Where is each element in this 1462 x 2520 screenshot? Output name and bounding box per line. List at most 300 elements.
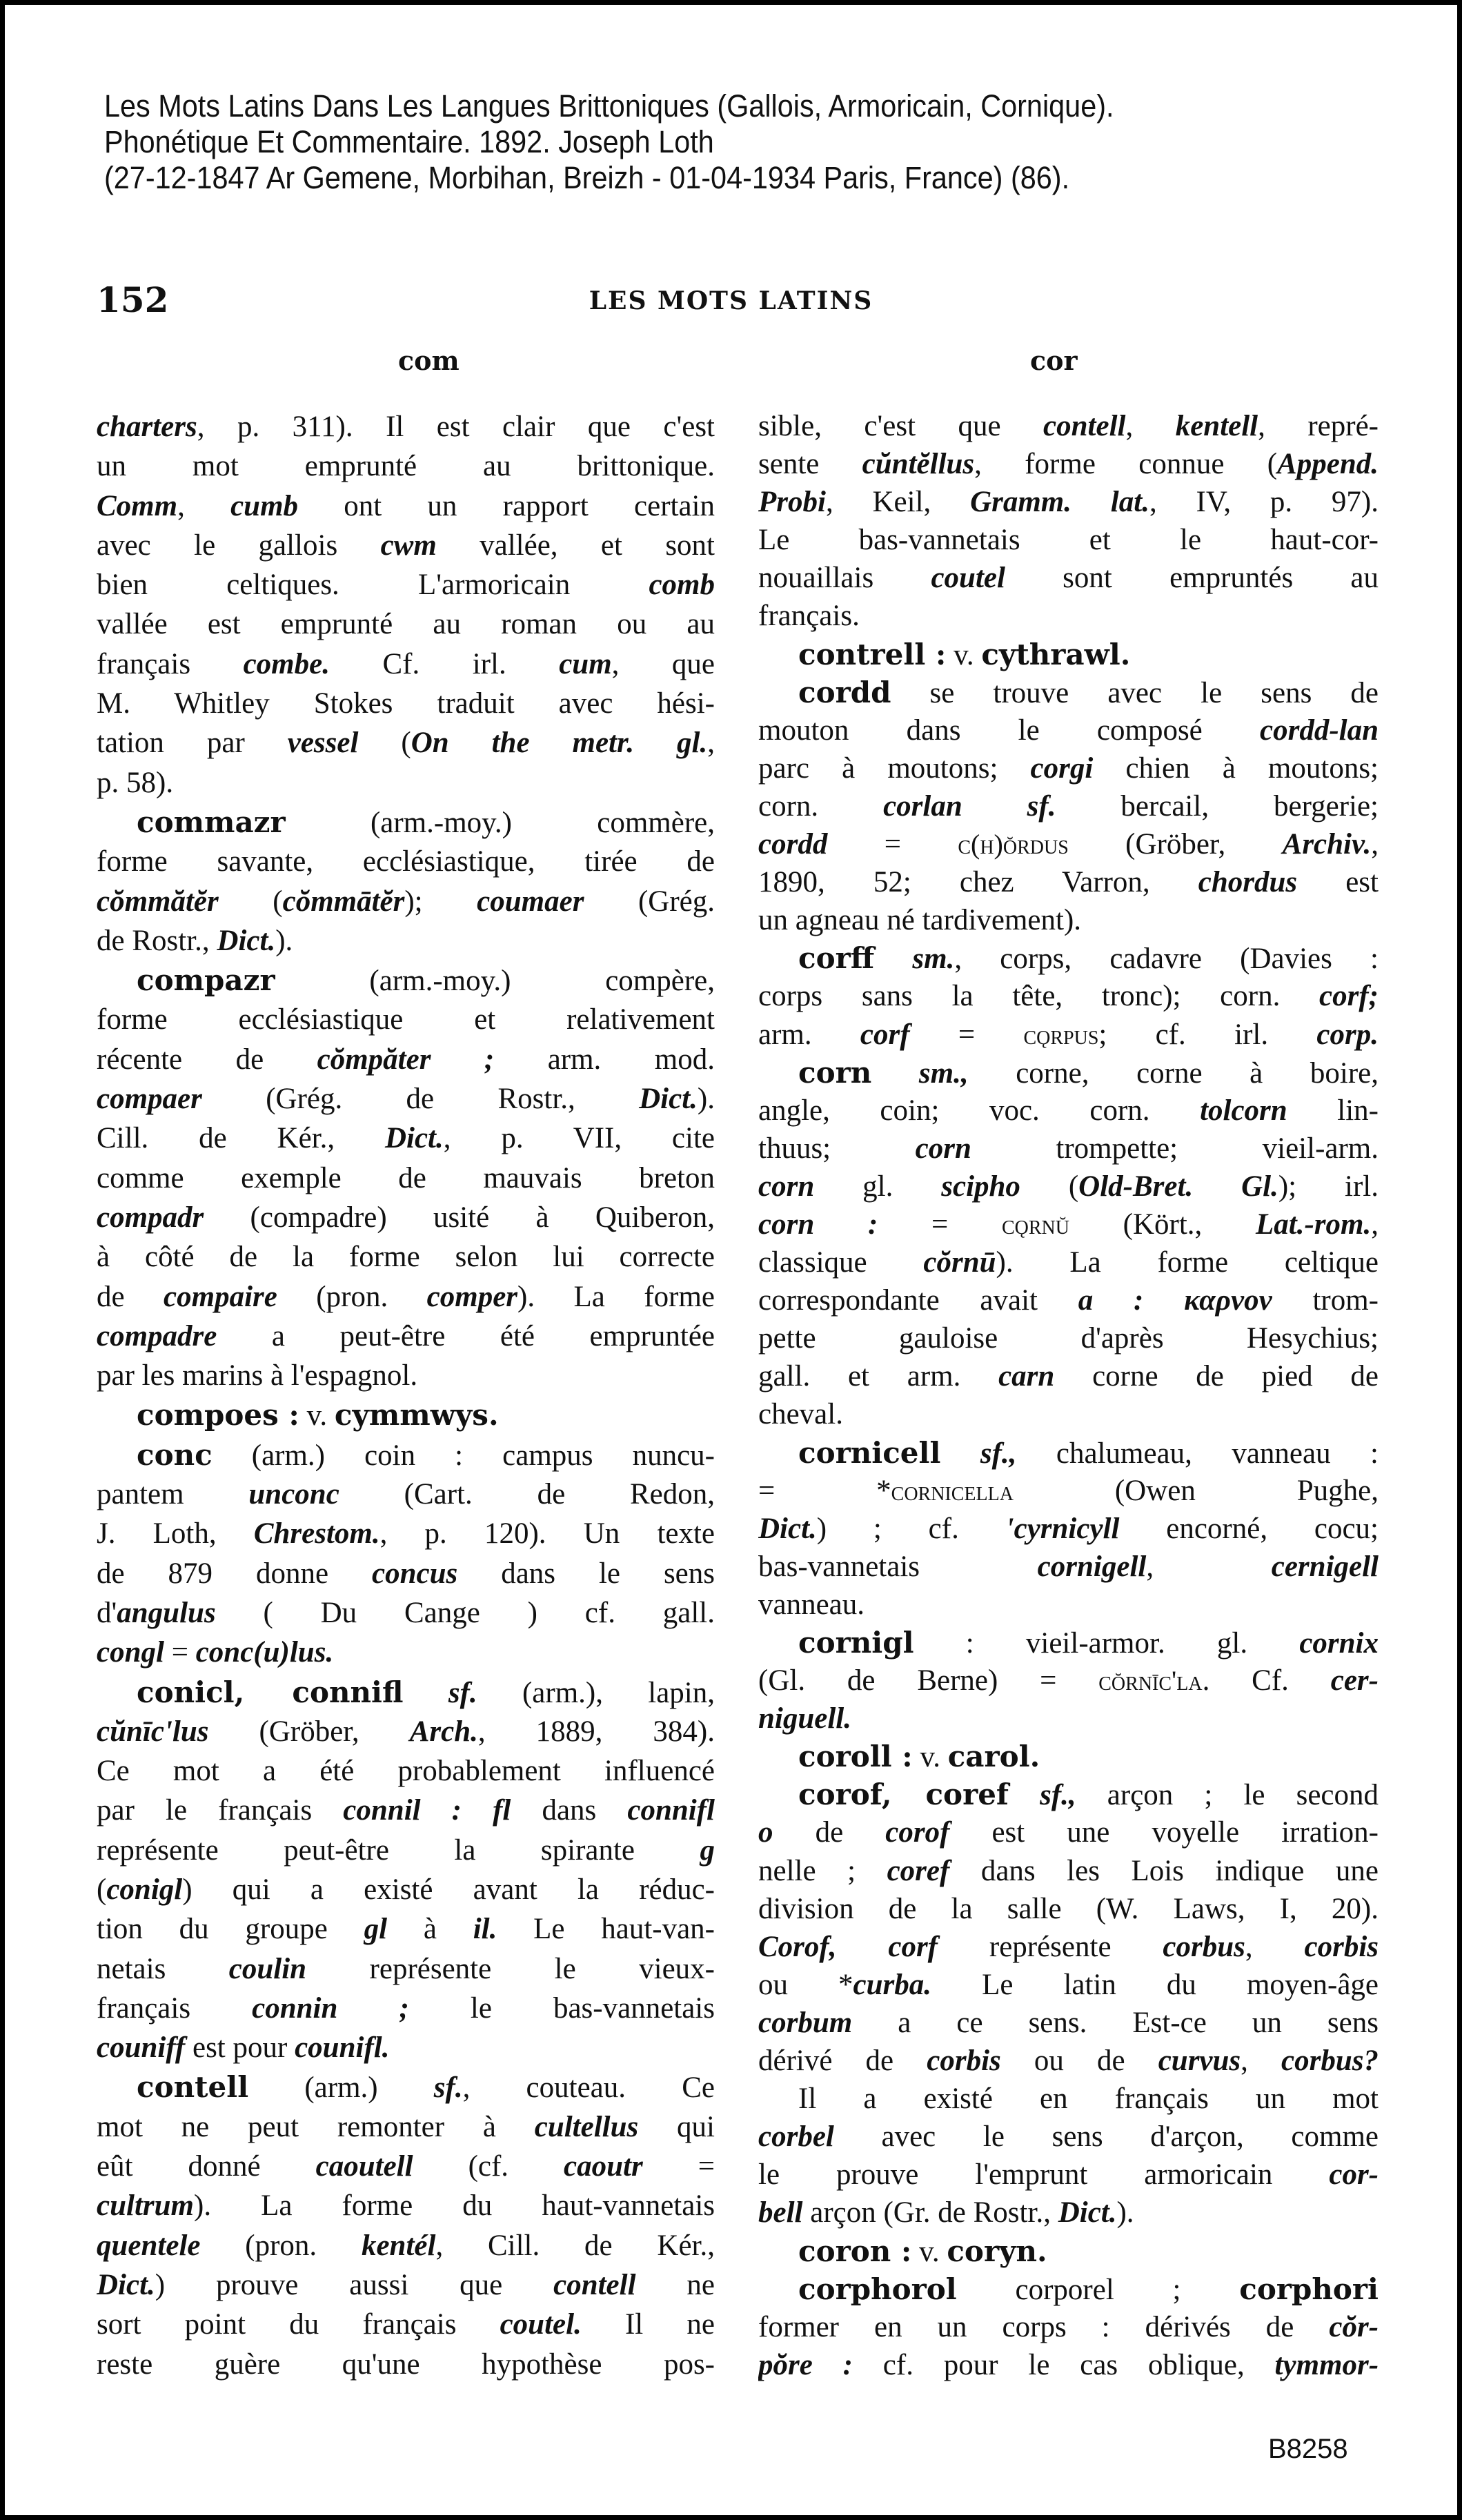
text-line (758, 1624, 1379, 1662)
text-run: dans les Lois indique une (949, 1854, 1379, 1887)
text-line (758, 2004, 1379, 2042)
text-run: à côté de la forme selon lui correcte (97, 1241, 715, 1274)
text-line (97, 1949, 715, 1989)
italic-term: cŭntĕllus (862, 448, 975, 481)
text-run: , couteau. Ce (462, 2071, 715, 2105)
text-run: p. 58). (97, 766, 174, 799)
text-line (758, 1357, 1379, 1395)
latin-etymon: cŏrnīc'la (1098, 1665, 1203, 1697)
italic-term: carn (998, 1360, 1055, 1393)
latin-etymon: cornicella (891, 1475, 1014, 1506)
italic-term: contell (1043, 410, 1126, 442)
text-run: Cf. irl. (329, 647, 560, 680)
text-run: gl. (814, 1170, 942, 1203)
text-line (758, 1472, 1379, 1510)
text-run: forme ecclésiastique et relativement (97, 1003, 715, 1036)
text-run: , (1146, 1550, 1272, 1583)
text-run: Ce mot a été probablement influencé (97, 1755, 715, 1788)
italic-term: cwm (380, 529, 437, 562)
text-run: ). (697, 1083, 715, 1116)
text-run: ( (97, 1873, 107, 1906)
italic-term: kentell (1175, 410, 1258, 442)
text-run: , Cill. de Kér., (435, 2229, 715, 2262)
text-run: ( Du Cange ) cf. gall. (215, 1596, 715, 1629)
text-run: v. (299, 1399, 335, 1433)
italic-term: unconc (248, 1478, 339, 1511)
italic-term: kentél (361, 2229, 436, 2262)
text-run: , (177, 489, 231, 522)
text-line (758, 863, 1379, 901)
text-run: thuus; (758, 1132, 916, 1165)
text-run: . Cf. (1202, 1664, 1331, 1697)
italic-term: coutel. (500, 2308, 582, 2341)
text-run: est une voyelle irration- (949, 1816, 1379, 1849)
italic-term: o (758, 1816, 773, 1849)
text-run: ne (635, 2268, 715, 2301)
text-run: (Gröber, (208, 1715, 410, 1748)
italic-term: conigl (106, 1873, 183, 1906)
text-run: de 879 donne (97, 1557, 373, 1590)
text-run: gall. et arm. (758, 1360, 999, 1393)
text-run: représente (938, 1930, 1163, 1963)
text-run: représente le vieux- (306, 1952, 715, 1985)
text-run: bas-vannetais (758, 1550, 1038, 1583)
text-line (97, 1435, 715, 1475)
text-line (758, 1092, 1379, 1130)
italic-term: pŏre : (758, 2348, 853, 2381)
italic-term: bell (758, 2196, 803, 2229)
italic-term: cer- (1330, 1664, 1379, 1697)
text-run: dans (511, 1794, 628, 1827)
text-run: , IV, p. 97). (1149, 486, 1379, 519)
text-run: v. (912, 1741, 948, 1774)
text-line (97, 961, 715, 1000)
text-run: , (1371, 1208, 1379, 1241)
headword: corn (798, 1055, 872, 1090)
italic-term: corbus (1163, 1930, 1245, 1963)
text-run: comme exemple de mauvais breton (97, 1161, 715, 1194)
text-line (97, 882, 715, 921)
headword: cymmwys. (334, 1398, 499, 1433)
text-line (97, 446, 715, 486)
text-line (758, 977, 1379, 1015)
metadata-line: (27-12-1847 Ar Gemene, Morbihan, Breizh - 01-04-1934 Paris, France) (86). (104, 160, 1070, 195)
text-run: (arm.) (248, 2071, 434, 2105)
headword: carol. (947, 1740, 1040, 1774)
italic-term: cŏmmātĕr (282, 885, 405, 918)
text-line (758, 1281, 1379, 1319)
italic-term: corbus? (1281, 2045, 1379, 2078)
text-line (97, 1237, 715, 1277)
text-line (758, 1130, 1379, 1168)
text-run: = (909, 1018, 1024, 1051)
latin-etymon: c(h)ŏrdus (958, 829, 1069, 860)
text-run: bien celtiques. L'armoricain (97, 569, 649, 602)
text-run: (arm.), lapin, (477, 1676, 715, 1709)
italic-term: compadr (97, 1201, 204, 1234)
text-line (758, 1738, 1379, 1775)
text-line (97, 1119, 715, 1158)
text-line (97, 842, 715, 881)
italic-term: comb (649, 569, 715, 602)
text-run: v. (946, 638, 982, 671)
text-run: ) ; cf. (816, 1512, 1006, 1545)
text-line (97, 2186, 715, 2225)
italic-term: couniff (97, 2031, 186, 2065)
text-line (758, 597, 1379, 635)
text-run: ) qui a existé avant la réduc- (182, 1873, 715, 1906)
text-run: ( (358, 727, 411, 760)
headword: cythrawl. (981, 637, 1131, 671)
italic-term: 'cyrnicyll (1005, 1512, 1120, 1545)
text-run: ). La forme du haut-vannetais (194, 2189, 715, 2223)
text-line (758, 2232, 1379, 2270)
italic-term: Chrestom. (253, 1517, 380, 1551)
text-run: , forme connue ( (974, 448, 1278, 481)
text-line (97, 921, 715, 961)
italic-term: scipho (941, 1170, 1020, 1203)
italic-term: combe. (243, 647, 330, 680)
latin-etymon: cǫrpus (1023, 1018, 1099, 1050)
text-run: arm. mod. (494, 1043, 715, 1076)
text-line (758, 445, 1379, 483)
italic-term: corbis (927, 2045, 1001, 2078)
italic-term: sf., (980, 1437, 1017, 1470)
text-line (758, 2156, 1379, 2194)
text-run: français (97, 1991, 253, 2025)
italic-term: καρνον (1184, 1284, 1272, 1317)
text-run: se trouve avec le sens de (891, 676, 1379, 709)
headword: coron : (798, 2234, 912, 2268)
italic-term: cornix (1299, 1627, 1379, 1660)
text-line (97, 1277, 715, 1317)
text-run: trom- (1272, 1284, 1379, 1317)
text-run: ). (275, 924, 293, 957)
text-line (758, 1966, 1379, 2004)
italic-term: curba. (853, 1968, 932, 2001)
headword: corphori (1239, 2272, 1379, 2306)
text-run: (Grég. (584, 885, 715, 918)
text-run: corps sans la tête, tronc); corn. (758, 980, 1320, 1013)
italic-term: cŏr- (1329, 2310, 1379, 2343)
text-run: eût donné (97, 2150, 316, 2183)
text-run: de (773, 1816, 886, 1849)
italic-term: congl (97, 1636, 164, 1669)
italic-term: corbel (758, 2120, 834, 2154)
headword: coroll : (798, 1740, 913, 1774)
headword: commazr (137, 805, 286, 839)
left-text-column (97, 407, 715, 2384)
text-line (97, 1475, 715, 1514)
text-line (758, 1928, 1379, 1966)
text-run: mouton dans le composé (758, 713, 1260, 747)
text-run: , que (611, 647, 715, 680)
text-run: , (1241, 2045, 1282, 2078)
text-line (758, 787, 1379, 825)
text-line (97, 1356, 715, 1395)
italic-term: Dict. (384, 1122, 444, 1155)
text-line (97, 2305, 715, 2344)
italic-term: charters (97, 411, 197, 443)
text-line (97, 1000, 715, 1039)
italic-term: Gramm. lat. (970, 486, 1149, 519)
text-run: , p. 311). Il est clair que c'est (197, 411, 715, 443)
text-line (758, 559, 1379, 597)
text-line (97, 486, 715, 526)
text-line (758, 1205, 1379, 1243)
text-run: , (707, 727, 715, 760)
italic-term: vessel (287, 727, 359, 760)
italic-term: On the metr. gl. (411, 727, 708, 760)
text-line (758, 2346, 1379, 2384)
text-run: reste guère qu'une hypothèse pos- (97, 2347, 715, 2381)
text-line (97, 1831, 715, 1870)
text-line (97, 2345, 715, 2384)
text-run (871, 1057, 919, 1090)
metadata-line: Phonétique Et Commentaire. 1892. Joseph Loth (104, 124, 714, 159)
text-line (97, 803, 715, 842)
italic-term: Dict. (758, 1512, 817, 1545)
text-run: (Gröber, (1068, 828, 1283, 861)
text-run: , repré- (1258, 410, 1379, 442)
text-line (758, 1016, 1379, 1054)
headword: corof, coref (798, 1778, 1009, 1812)
text-run: avec le sens d'arçon, comme (833, 2120, 1379, 2154)
text-line (758, 749, 1379, 787)
italic-term: Dict. (1058, 2196, 1117, 2229)
text-line (758, 636, 1379, 673)
text-line (97, 1870, 715, 1909)
text-line (97, 2067, 715, 2107)
metadata-line: Les Mots Latins Dans Les Langues Brittoniques (Gallois, Armoricain, Cornique). (104, 88, 1114, 124)
italic-term: connin ; (252, 1991, 409, 2025)
italic-term: cultellus (534, 2110, 639, 2143)
text-run: M. Whitley Stokes traduit avec hési- (97, 687, 715, 720)
text-run: ); irl. (1278, 1170, 1379, 1203)
text-line (758, 1510, 1379, 1548)
text-run: le prouve l'emprunt armoricain (758, 2158, 1330, 2192)
text-run: (pron. (277, 1280, 427, 1313)
italic-term: coulin (228, 1952, 307, 1985)
text-run: corne, corne à boire, (968, 1056, 1379, 1090)
italic-term: angulus (117, 1596, 216, 1629)
text-run: (Kört., (1069, 1208, 1256, 1241)
italic-term: sf., (1040, 1779, 1076, 1812)
italic-term: Corof, corf (758, 1930, 938, 1963)
italic-term: connifl (627, 1794, 715, 1827)
text-run: sont empruntés au (1005, 562, 1379, 595)
italic-term: quentele (97, 2229, 201, 2262)
text-line (758, 1434, 1379, 1472)
text-line (97, 1079, 715, 1119)
italic-term: cordd-lan (1260, 713, 1379, 747)
page-number: 152 (97, 279, 169, 320)
headword: contell (137, 2070, 249, 2105)
text-run: parc à moutons; (758, 751, 1031, 785)
italic-term: chordus (1198, 866, 1298, 899)
text-run: , corps, cadavre (Davies : (954, 943, 1379, 976)
text-line (758, 1395, 1379, 1433)
headword: compoes : (137, 1398, 299, 1433)
text-line (97, 1989, 715, 2028)
text-run: bercail, bergerie; (1056, 789, 1379, 823)
text-line (758, 939, 1379, 977)
text-line (758, 673, 1379, 711)
text-line (758, 1168, 1379, 1205)
italic-term: coref (887, 1854, 950, 1887)
italic-term: corgi (1030, 751, 1094, 785)
italic-term: coumaer (477, 885, 584, 918)
italic-term: caoutell (315, 2150, 413, 2183)
italic-term: cŏrnū (923, 1246, 996, 1279)
italic-term: corf (860, 1018, 910, 1051)
italic-term: g (700, 1833, 715, 1867)
text-run: (Cart. de Redon, (339, 1478, 715, 1511)
text-line (97, 684, 715, 723)
text-run: qui (638, 2110, 715, 2143)
text-run: nelle ; (758, 1854, 887, 1887)
italic-term: corp. (1316, 1018, 1379, 1051)
text-run: par les marins à l'espagnol. (97, 1359, 418, 1392)
italic-term: curvus (1158, 2045, 1241, 2078)
text-run: ) prouve aussi que (155, 2268, 554, 2301)
text-run: de (97, 1280, 164, 1313)
text-run: = (827, 828, 958, 861)
text-run: est (1297, 866, 1379, 899)
italic-term: Dict. (639, 1083, 698, 1116)
text-line (758, 901, 1379, 939)
text-run: cf. pour le cas oblique, (852, 2348, 1275, 2381)
text-run: ou de (1000, 2045, 1158, 2078)
text-run: : vieil-armor. gl. (913, 1627, 1300, 1660)
text-line (97, 1395, 715, 1435)
italic-term: compaer (97, 1083, 202, 1116)
text-line (758, 2080, 1379, 2118)
italic-term: counifl. (295, 2031, 390, 2065)
text-run: ; cf. irl. (1098, 1018, 1317, 1051)
italic-term: corn (915, 1132, 971, 1165)
text-run (874, 943, 912, 975)
right-column-head: cor (1030, 345, 1078, 376)
text-line (97, 604, 715, 644)
text-line (758, 1775, 1379, 1813)
text-run: , Keil, (825, 486, 971, 519)
italic-term: corn (758, 1170, 815, 1203)
text-run: ont un rapport certain (298, 489, 715, 522)
italic-term: coutel (931, 562, 1005, 595)
text-line (97, 1673, 715, 1712)
italic-term: caoutr (564, 2150, 643, 2183)
italic-term: Probi (758, 486, 826, 519)
text-run: (arm.-moy.) commère, (285, 806, 715, 839)
text-run: arm. (758, 1018, 860, 1051)
text-run: (pron. (200, 2229, 362, 2262)
text-run: sible, c'est que (758, 410, 1044, 442)
headword: contrell : (798, 637, 947, 671)
text-line (97, 1593, 715, 1633)
text-line (758, 825, 1379, 863)
text-line (97, 1040, 715, 1079)
text-line (758, 2042, 1379, 2080)
italic-term: Append. (1277, 448, 1379, 481)
text-line (758, 1890, 1379, 1928)
text-run: (cf. (413, 2150, 564, 2183)
text-run: mot ne peut remonter à (97, 2110, 535, 2143)
text-line (97, 763, 715, 803)
text-run: vallée est emprunté au roman ou au (97, 608, 715, 641)
italic-term: cornigell (1037, 1550, 1147, 1583)
text-run: angle, coin; voc. corn. (758, 1094, 1201, 1127)
italic-term: gl (364, 1913, 388, 1946)
text-run: par le français (97, 1794, 344, 1827)
text-run: ). La forme celtique (996, 1246, 1379, 1279)
text-run: tation par (97, 727, 288, 760)
text-line (97, 2226, 715, 2265)
text-line (97, 1554, 715, 1593)
text-run: pantem (97, 1478, 249, 1511)
text-run: chalumeau, vanneau : (1016, 1437, 1379, 1470)
italic-term: Comm (97, 489, 178, 522)
text-run: Cill. de Kér., (97, 1122, 385, 1155)
text-run: vanneau. (758, 1588, 865, 1621)
text-line (97, 1317, 715, 1356)
text-line (97, 644, 715, 684)
text-run: est pour (185, 2031, 295, 2065)
italic-term: cum (559, 647, 612, 680)
headword: corphorol (798, 2272, 957, 2306)
italic-term: cor- (1329, 2158, 1379, 2192)
text-run: ); (404, 885, 477, 918)
italic-term: connil : fl (343, 1794, 511, 1827)
text-run: représente peut-être la spirante (97, 1833, 700, 1867)
text-line (758, 1054, 1379, 1092)
text-run: français. (758, 600, 860, 633)
text-run: netais (97, 1952, 229, 1985)
text-line (97, 1791, 715, 1830)
text-line (758, 1548, 1379, 1586)
italic-term: conc(u)lus. (195, 1636, 334, 1669)
text-run: forme savante, ecclésiastique, tirée de (97, 845, 715, 878)
text-run: 1890, 52; chez Varron, (758, 866, 1198, 899)
italic-term: cŭnīc'lus (97, 1715, 209, 1748)
italic-term: cŏmpăter ; (317, 1043, 495, 1076)
text-run: (arm.) coin : campus nuncu- (212, 1439, 715, 1472)
text-line (758, 1700, 1379, 1738)
text-run: nouaillais (758, 562, 931, 595)
italic-term: Dict. (97, 2268, 155, 2301)
text-run: correspondante avait (758, 1284, 1078, 1317)
italic-term: corn : (758, 1208, 878, 1241)
headword: cordd (798, 675, 891, 709)
text-run: lin- (1287, 1094, 1379, 1127)
running-head: LES MOTS LATINS (589, 286, 873, 315)
text-line (758, 1586, 1379, 1624)
text-line (758, 1813, 1379, 1851)
italic-term: comper (426, 1280, 518, 1313)
text-run: un mot emprunté au brittonique. (97, 450, 715, 483)
text-line (97, 723, 715, 762)
text-run: , (1245, 1930, 1305, 1963)
text-line (758, 1852, 1379, 1890)
document-metadata (104, 88, 1114, 196)
latin-etymon: cǫrnŭ (1001, 1208, 1069, 1240)
text-run: sort point du français (97, 2308, 500, 2341)
headword: coryn. (947, 2234, 1047, 2268)
text-run: tion du groupe (97, 1913, 364, 1946)
text-run: corporel ; (956, 2273, 1240, 2306)
text-run: récente de (97, 1043, 317, 1076)
italic-term: cordd (758, 828, 828, 861)
